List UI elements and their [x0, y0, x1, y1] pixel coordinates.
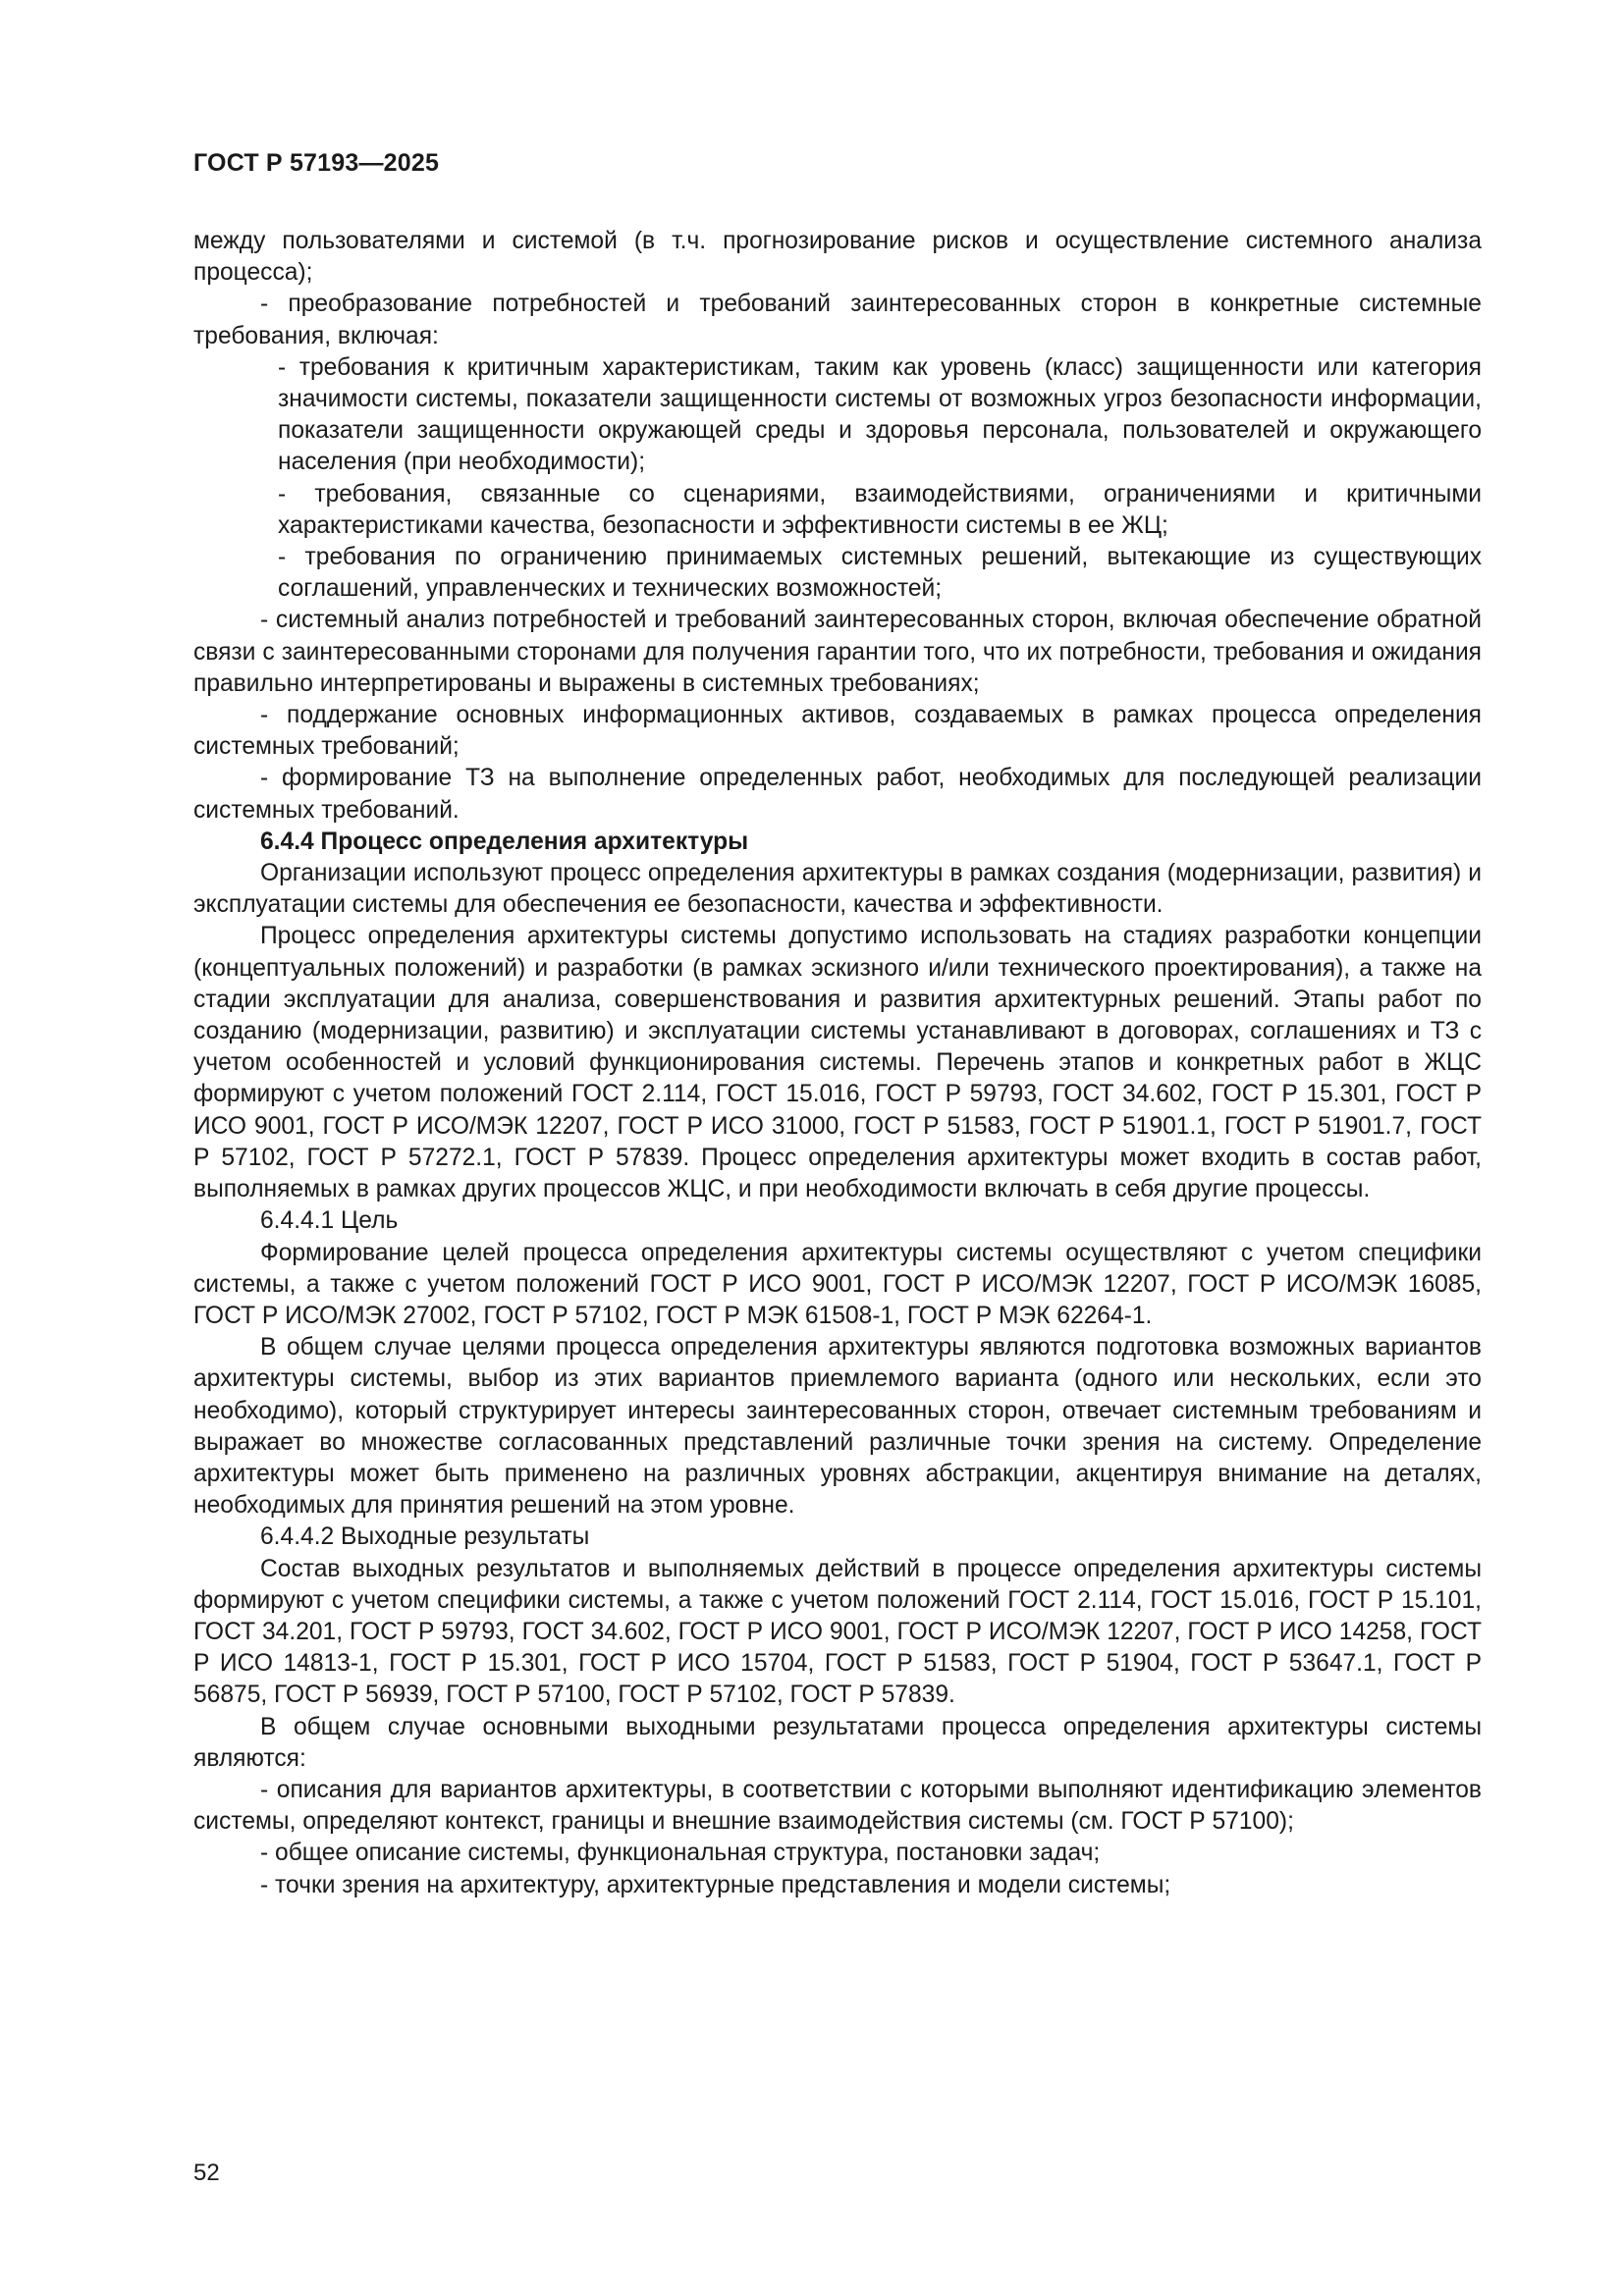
subsection-heading: 6.4.4.1 Цель	[260, 1207, 399, 1235]
paragraph: Процесс определения архитектуры системы допустимо использовать на стадиях разработки концепции (концептуальных положений) и разработки (в рамках эскизного и/или технического проектирования), а также на стадии эксплуатации для анализа, совершенствования и развития архитектурных решений. Этапы работ по созданию (модернизации, развитию) и эксплуатации системы устанавливают в договорах, соглашениях и ТЗ с учетом особенностей и условий функционирования системы. Перечень этапов и конкретных работ в ЖЦС формируют с учетом положений ГОСТ 2.114, ГОСТ 15.016, ГОСТ Р 59793, ГОСТ 34.602, ГОСТ Р 15.301, ГОСТ Р ИСО 9001, ГОСТ Р ИСО/МЭК 12207, ГОСТ Р ИСО 31000, ГОСТ Р 51583, ГОСТ Р 51901.1, ГОСТ Р 51901.7, ГОСТ Р 57102, ГОСТ Р 57272.1, ГОСТ Р 57839. Процесс определения архитектуры может входить в состав работ, выполняемых в рамках других процессов ЖЦС, и при необходимости включать в себя другие процессы.	[193, 923, 1482, 1203]
page-number: 52	[193, 2160, 220, 2186]
list-item: - поддержание основных информационных активов, создаваемых в рамках процесса определения системных требований;	[193, 702, 1482, 761]
document-header: ГОСТ Р 57193—2025	[193, 149, 440, 177]
list-item: - формирование ТЗ на выполнение определенных работ, необходимых для последующей реализации системных требований.	[193, 765, 1482, 824]
list-item: - общее описание системы, функциональная структура, постановки задач;	[260, 1840, 1101, 1867]
paragraph: Формирование целей процесса определения архитектуры системы осуществляют с учетом специфики системы, а также с учетом положений ГОСТ Р ИСО 9001, ГОСТ Р ИСО/МЭК 12207, ГОСТ Р ИСО/МЭК 16085, ГОСТ Р ИСО/МЭК 27002, ГОСТ Р 57102, ГОСТ Р МЭК 61508-1, ГОСТ Р МЭК 62264-1.	[193, 1239, 1482, 1329]
list-item: - описания для вариантов архитектуры, в соответствии с которыми выполняют идентификацию элементов системы, определяют контекст, границы и внешние взаимодействия системы (см. ГОСТ Р 57100);	[193, 1776, 1482, 1836]
list-item: - точки зрения на архитектуру, архитектурные представления и модели системы;	[260, 1871, 1171, 1898]
paragraph: В общем случае основными выходными результатами процесса определения архитектуры системы являются:	[193, 1713, 1482, 1772]
document-body	[193, 226, 1482, 1901]
sub-list-item: - требования, связанные со сценариями, взаимодействиями, ограничениями и критичными характеристиками качества, безопасности и эффективности системы в ее ЖЦ;	[278, 480, 1482, 539]
sub-list-item: - требования по ограничению принимаемых системных решений, вытекающие из существующих соглашений, управленческих и технических возможностей;	[278, 544, 1482, 603]
paragraph: Состав выходных результатов и выполняемых действий в процессе определения архитектуры системы формируют с учетом специфики системы, а также с учетом положений ГОСТ 2.114, ГОСТ 15.016, ГОСТ Р 15.101, ГОСТ 34.201, ГОСТ Р 59793, ГОСТ 34.602, ГОСТ Р ИСО 9001, ГОСТ Р ИСО/МЭК 12207, ГОСТ Р ИСО 14258, ГОСТ Р ИСО 14813-1, ГОСТ Р 15.301, ГОСТ Р ИСО 15704, ГОСТ Р 51583, ГОСТ Р 51904, ГОСТ Р 53647.1, ГОСТ Р 56875, ГОСТ Р 56939, ГОСТ Р 57100, ГОСТ Р 57102, ГОСТ Р 57839.	[193, 1555, 1482, 1709]
list-item: - системный анализ потребностей и требований заинтересованных сторон, включая обеспечение обратной связи с заинтересованными сторонами для получения гарантии того, что их потребности, требования и ожидания правильно интерпретированы и выражены в системных требованиях;	[193, 607, 1482, 697]
paragraph: В общем случае целями процесса определения архитектуры являются подготовка возможных вариантов архитектуры системы, выбор из этих вариантов приемлемого варианта (одного или нескольких, если это необходимо), который структурирует интересы заинтересованных сторон, отвечает системным требованиям и выражает во множестве согласованных представлений различные точки зрения на систему. Определение архитектуры может быть применено на различных уровнях абстракции, акцентируя внимание на деталях, необходимых для принятия решений на этом уровне.	[193, 1334, 1482, 1520]
sub-list-item: - требования к критичным характеристикам, таким как уровень (класс) защищенности или категория значимости системы, показатели защищенности системы от возможных угроз безопасности информации, показатели защищенности окружающей среды и здоровья персонала, пользователей и окружающего населения (при необходимости);	[278, 353, 1482, 476]
paragraph: между пользователями и системой (в т.ч. прогнозирование рисков и осуществление системного анализа процесса);	[193, 228, 1482, 287]
section-heading: 6.4.4 Процесс определения архитектуры	[260, 828, 749, 855]
subsection-heading: 6.4.4.2 Выходные результаты	[260, 1523, 590, 1551]
paragraph: Организации используют процесс определения архитектуры в рамках создания (модернизации, развития) и эксплуатации системы для обеспечения ее безопасности, качества и эффективности.	[193, 860, 1482, 919]
list-item: - преобразование потребностей и требований заинтересованных сторон в конкретные системные требования, включая:	[193, 291, 1482, 349]
